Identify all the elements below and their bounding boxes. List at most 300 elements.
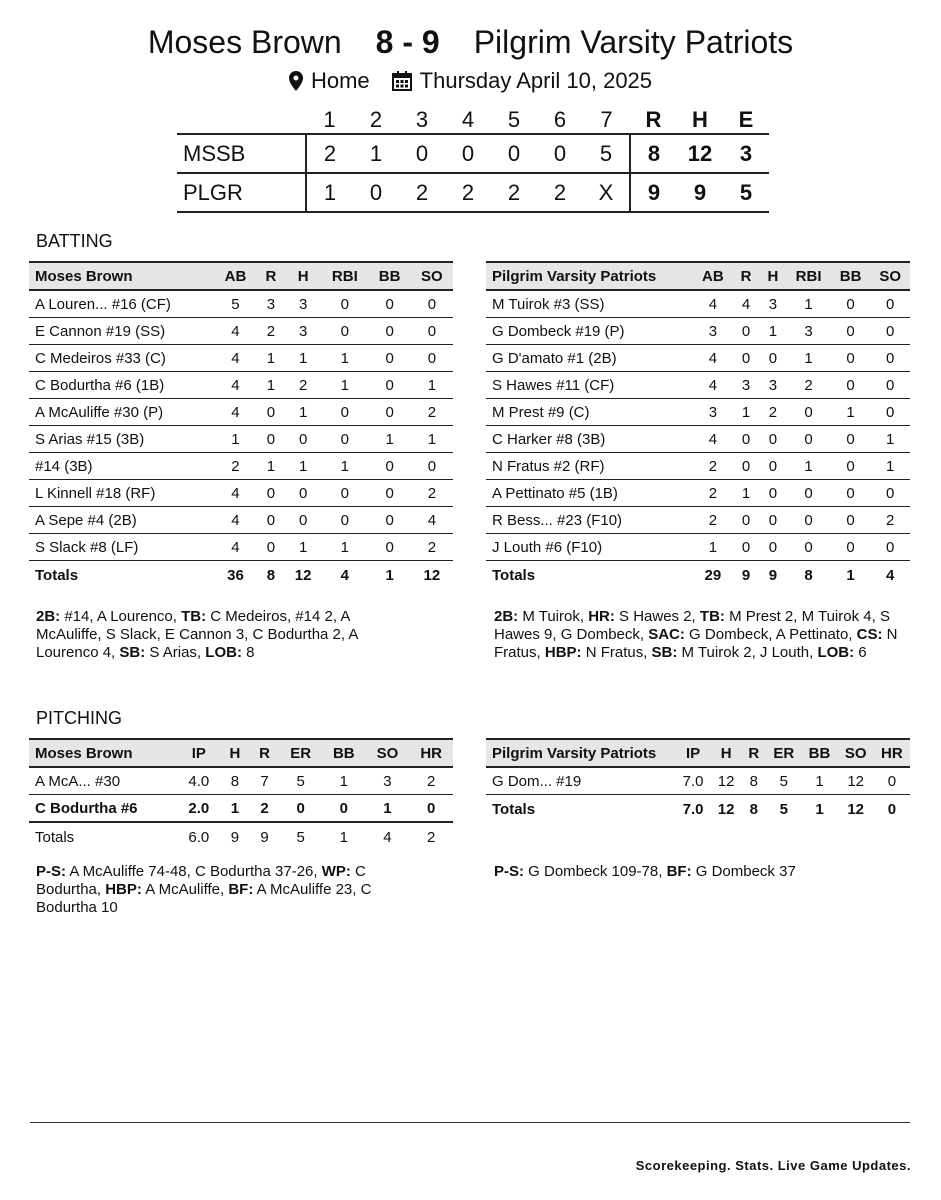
inning-score: 2 — [445, 173, 491, 212]
column-header: SO — [838, 739, 874, 767]
player-name: S Arias #15 (3B) — [29, 426, 214, 453]
totals-cell: 0 — [887, 800, 897, 818]
totals-cell: 4 — [340, 566, 349, 584]
stat-cell: 0 — [831, 372, 871, 399]
location-text: Home — [310, 68, 370, 93]
stat-cell: 1 — [257, 372, 286, 399]
note-key: SB: — [651, 644, 678, 661]
stat-cell: 3 — [285, 318, 321, 345]
note-key: LOB: — [817, 644, 855, 661]
player-row — [486, 507, 910, 534]
totals-cell: 1 — [815, 800, 824, 818]
batting-table-home — [486, 261, 910, 589]
stat-cell: 0 — [733, 534, 760, 561]
stat-cell: 12 — [838, 767, 874, 795]
column-header: RBI — [321, 262, 368, 290]
stat-cell: 1 — [321, 345, 368, 372]
stat-cell: 4 — [214, 480, 256, 507]
column-header: SO — [366, 739, 410, 767]
stat-cell: 1 — [786, 345, 830, 372]
note-value: A McAuliffe, — [141, 881, 229, 898]
totals-label: Totals — [35, 566, 79, 584]
stat-cell: 0 — [760, 480, 787, 507]
totals-cell: 9 — [768, 566, 778, 584]
totals-cell: 6.0 — [188, 828, 210, 846]
totals-cell: 12 — [717, 800, 735, 818]
column-header: R — [742, 739, 767, 767]
player-row — [29, 795, 453, 823]
player-name: #14 (3B) — [29, 453, 214, 480]
column-header: SO — [870, 262, 910, 290]
player-row — [486, 318, 910, 345]
stat-cell: 0 — [870, 290, 910, 318]
stat-cell: 1 — [321, 534, 368, 561]
note-key: P-S: — [494, 863, 524, 880]
column-header: H — [711, 739, 742, 767]
note-value: G Dombeck, A Pettinato, — [684, 626, 857, 643]
stat-cell: 0 — [870, 534, 910, 561]
inning-score: 1 — [353, 134, 399, 173]
note-value: 8 — [241, 644, 255, 661]
stat-cell: 0 — [870, 372, 910, 399]
stat-cell: 2 — [411, 399, 453, 426]
player-name: C Bodurtha #6 (1B) — [29, 372, 214, 399]
player-name: A McA... #30 — [29, 767, 178, 795]
inning-score: 0 — [399, 134, 445, 173]
note-key: BF: — [228, 881, 254, 898]
column-header: BB — [831, 262, 871, 290]
runs-header: R — [645, 106, 662, 132]
player-row — [486, 480, 910, 507]
inning-score: 0 — [445, 134, 491, 173]
player-name: E Cannon #19 (SS) — [29, 318, 214, 345]
stat-cell: 1 — [369, 426, 411, 453]
stat-cell: 5 — [214, 290, 256, 318]
note-value: N Fratus, — [581, 644, 652, 661]
column-header: SO — [411, 262, 453, 290]
pitching-notes-away — [36, 863, 426, 917]
totals-label: Totals — [492, 800, 536, 818]
note-key: SB: — [119, 644, 146, 661]
hits-total: 9 — [677, 173, 723, 212]
stat-cell: 2 — [693, 453, 733, 480]
stat-cell: 0 — [870, 480, 910, 507]
player-row — [29, 534, 453, 561]
note-key: HR: — [588, 608, 615, 625]
inning-score: 1 — [306, 173, 353, 212]
column-header: BB — [801, 739, 837, 767]
player-name: M Tuirok #3 (SS) — [486, 290, 693, 318]
stat-cell: 0 — [831, 345, 871, 372]
note-value: S Arias, — [145, 644, 206, 661]
stat-cell: 1 — [870, 453, 910, 480]
stat-cell: 3 — [733, 372, 760, 399]
team-name-header: Pilgrim Varsity Patriots — [486, 739, 675, 767]
stat-cell: 1 — [322, 767, 366, 795]
stat-cell: 2 — [786, 372, 830, 399]
note-value: M Prest 2, M Tuirok 4, S Hawes 9, G Dombeck, — [494, 608, 890, 643]
stat-cell: 1 — [831, 399, 871, 426]
pitching-notes-home — [494, 863, 909, 881]
note-key: CS: — [856, 626, 883, 643]
runs-total: 8 — [630, 134, 677, 173]
stat-cell: 0 — [369, 453, 411, 480]
stat-cell: 0 — [870, 318, 910, 345]
inning-header: 4 — [461, 106, 475, 132]
player-row — [486, 453, 910, 480]
column-header: HR — [874, 739, 910, 767]
totals-cell: 8 — [804, 566, 813, 584]
player-row — [29, 453, 453, 480]
game-meta — [0, 68, 941, 94]
column-header: IP — [178, 739, 221, 767]
stat-cell: 0 — [321, 399, 368, 426]
inning-header: 6 — [553, 106, 567, 132]
player-name: S Slack #8 (LF) — [29, 534, 214, 561]
column-header: HR — [409, 739, 453, 767]
player-row — [486, 426, 910, 453]
player-row — [29, 399, 453, 426]
stat-cell: 2 — [214, 453, 256, 480]
stat-cell: 0 — [831, 290, 871, 318]
team-abbr: MSSB — [177, 134, 306, 173]
stat-cell: 3 — [760, 372, 787, 399]
note-key: P-S: — [36, 863, 66, 880]
stat-cell: 0 — [831, 453, 871, 480]
totals-cell: 4 — [383, 828, 392, 846]
column-header: H — [220, 739, 250, 767]
stat-cell: 0 — [369, 372, 411, 399]
player-row — [486, 534, 910, 561]
title-row — [0, 22, 941, 62]
note-value: M Tuirok 2, J Louth, — [677, 644, 818, 661]
player-row — [486, 372, 910, 399]
stat-cell: 0 — [411, 453, 453, 480]
column-header: R — [250, 739, 280, 767]
header-row — [486, 739, 910, 767]
totals-row — [29, 561, 453, 590]
totals-cell: 4 — [886, 566, 895, 584]
linescore-table — [177, 106, 769, 213]
player-row — [486, 290, 910, 318]
player-row — [486, 399, 910, 426]
stat-cell: 0 — [733, 345, 760, 372]
stat-cell: 0 — [733, 426, 760, 453]
inning-score: 0 — [353, 173, 399, 212]
location — [289, 68, 370, 94]
batting-heading: BATTING — [36, 231, 113, 251]
stat-cell: 0 — [369, 534, 411, 561]
player-name: G Dom... #19 — [486, 767, 675, 795]
totals-cell: 1 — [385, 566, 394, 584]
player-name: J Louth #6 (F10) — [486, 534, 693, 561]
totals-cell: 9 — [260, 828, 269, 846]
totals-row — [486, 561, 910, 590]
batting-table-away — [29, 261, 453, 589]
stat-cell: 1 — [411, 372, 453, 399]
stat-cell: 0 — [411, 290, 453, 318]
hits-total: 12 — [677, 134, 723, 173]
note-key: HBP: — [105, 881, 142, 898]
stat-cell: 0 — [369, 318, 411, 345]
inning-score: 0 — [491, 134, 537, 173]
stat-cell: 7.0 — [675, 767, 710, 795]
note-value: G Dombeck 109-78, — [524, 863, 667, 880]
pitching-table-away — [29, 738, 453, 851]
player-row — [29, 345, 453, 372]
stat-cell: 2 — [409, 767, 453, 795]
stat-cell: 4 — [733, 290, 760, 318]
stat-cell: 0 — [257, 399, 286, 426]
stat-cell: 5 — [279, 767, 322, 795]
player-name: N Fratus #2 (RF) — [486, 453, 693, 480]
stat-cell: 1 — [870, 426, 910, 453]
inning-score: 2 — [491, 173, 537, 212]
totals-cell: 8 — [749, 800, 758, 818]
inning-score: 0 — [537, 134, 583, 173]
note-value: #14, A Lourenco, — [60, 608, 182, 625]
column-header: BB — [322, 739, 366, 767]
inning-header: 5 — [507, 106, 521, 132]
totals-cell: 9 — [741, 566, 751, 584]
stat-cell: 0 — [257, 534, 286, 561]
stat-cell: 8 — [742, 767, 767, 795]
runs-total: 9 — [630, 173, 677, 212]
inning-score: 5 — [583, 134, 630, 173]
note-key: SAC: — [648, 626, 685, 643]
footer-tagline: Scorekeeping. Stats. Live Game Updates. — [635, 1158, 911, 1173]
stat-cell: 0 — [870, 345, 910, 372]
game-header — [0, 22, 941, 94]
stat-cell: 0 — [369, 399, 411, 426]
stat-cell: 0 — [322, 795, 366, 823]
stat-cell: 0 — [831, 426, 871, 453]
stat-cell: 3 — [693, 318, 733, 345]
stat-cell: 0 — [285, 426, 321, 453]
stat-cell: 0 — [321, 290, 368, 318]
stat-cell: 0 — [369, 345, 411, 372]
stat-cell: 0 — [411, 318, 453, 345]
stat-cell: 2 — [257, 318, 286, 345]
stat-cell: 0 — [831, 480, 871, 507]
player-row — [29, 372, 453, 399]
note-value: C Medeiros, #14 2, A McAuliffe, S Slack, E Cannon 3, C Bodurtha 2, A Lourenco 4, — [36, 608, 358, 661]
column-header: ER — [279, 739, 322, 767]
column-header: ER — [766, 739, 801, 767]
player-name: R Bess... #23 (F10) — [486, 507, 693, 534]
column-header: H — [285, 262, 321, 290]
stat-cell: 0 — [786, 507, 830, 534]
totals-cell: 36 — [227, 566, 244, 584]
stat-cell: 1 — [760, 318, 787, 345]
column-header: AB — [693, 262, 733, 290]
stat-cell: 3 — [760, 290, 787, 318]
stat-cell: 0 — [285, 480, 321, 507]
inning-header: 3 — [415, 106, 429, 132]
batting-notes-away — [36, 608, 416, 662]
stat-cell: 0 — [257, 480, 286, 507]
player-name: A Louren... #16 (CF) — [29, 290, 214, 318]
player-row — [29, 767, 453, 795]
totals-cell: 12 — [423, 566, 441, 584]
stat-cell: 0 — [760, 534, 787, 561]
stat-cell: 2 — [411, 480, 453, 507]
map-pin-icon — [289, 71, 303, 91]
stat-cell: 1 — [285, 345, 321, 372]
stat-cell: 1 — [257, 453, 286, 480]
stat-cell: 4 — [214, 372, 256, 399]
stat-cell: 0 — [369, 507, 411, 534]
totals-cell: 8 — [266, 566, 276, 584]
player-name: A McAuliffe #30 (P) — [29, 399, 214, 426]
inning-score: 2 — [399, 173, 445, 212]
stat-cell: 0 — [369, 480, 411, 507]
stat-cell: 3 — [786, 318, 830, 345]
totals-label: Totals — [492, 566, 536, 584]
stat-cell: 0 — [786, 534, 830, 561]
totals-cell: 5 — [779, 800, 788, 818]
stat-cell: 0 — [786, 426, 830, 453]
note-key: 2B: — [494, 608, 519, 625]
note-key: TB: — [699, 608, 725, 625]
player-name: M Prest #9 (C) — [486, 399, 693, 426]
note-key: HBP: — [544, 644, 582, 661]
totals-cell: 9 — [230, 828, 240, 846]
stat-cell: 2 — [693, 480, 733, 507]
player-name: C Bodurtha #6 — [29, 795, 178, 823]
stat-cell: 1 — [321, 453, 368, 480]
errors-total: 3 — [723, 134, 769, 173]
stat-cell: 4 — [214, 399, 256, 426]
stat-cell: 1 — [801, 767, 837, 795]
inning-header: 7 — [600, 106, 613, 132]
stat-cell: 3 — [366, 767, 410, 795]
stat-cell: 1 — [285, 399, 321, 426]
stat-cell: 1 — [786, 290, 830, 318]
totals-label: Totals — [35, 828, 75, 846]
stat-cell: 4 — [214, 345, 256, 372]
date-text: Thursday April 10, 2025 — [419, 68, 653, 93]
stat-cell: 4 — [214, 318, 256, 345]
player-name: L Kinnell #18 (RF) — [29, 480, 214, 507]
note-value: A McAuliffe 23, C Bodurtha 10 — [36, 881, 372, 916]
stat-cell: 12 — [711, 767, 742, 795]
stat-cell: 1 — [220, 795, 250, 823]
player-row — [29, 318, 453, 345]
away-team-name: Moses Brown — [147, 24, 342, 60]
stat-cell: 0 — [411, 345, 453, 372]
column-header: IP — [675, 739, 710, 767]
stat-cell: 0 — [874, 767, 910, 795]
note-key: BF: — [666, 863, 692, 880]
note-value: G Dombeck 37 — [691, 863, 796, 880]
player-name: S Hawes #11 (CF) — [486, 372, 693, 399]
footer-divider — [30, 1122, 910, 1123]
stat-cell: 2.0 — [178, 795, 221, 823]
stat-cell: 2 — [760, 399, 787, 426]
team-name-header: Pilgrim Varsity Patriots — [486, 262, 693, 290]
player-row — [29, 290, 453, 318]
stat-cell: 0 — [733, 453, 760, 480]
final-score: 8 - 9 — [375, 24, 440, 60]
stat-cell: 1 — [693, 534, 733, 561]
inning-score: 2 — [306, 134, 353, 173]
inning-header: 2 — [369, 106, 383, 132]
calendar-icon — [392, 71, 412, 91]
home-team-name: Pilgrim Varsity Patriots — [473, 24, 794, 60]
pitching-heading: PITCHING — [36, 708, 123, 728]
stat-cell: 4 — [693, 345, 733, 372]
note-key: 2B: — [36, 608, 61, 625]
stat-cell: 0 — [285, 507, 321, 534]
inning-score: 2 — [537, 173, 583, 212]
totals-cell: 29 — [704, 566, 722, 584]
stat-cell: 3 — [693, 399, 733, 426]
note-key: LOB: — [205, 644, 242, 661]
note-value: C Bodurtha, — [36, 863, 366, 898]
stat-cell: 0 — [760, 507, 787, 534]
stat-cell: 4 — [214, 534, 256, 561]
note-value: N Fratus, — [494, 626, 898, 661]
totals-cell: 7.0 — [682, 800, 704, 818]
header-row — [486, 262, 910, 290]
column-header: AB — [214, 262, 256, 290]
note-key: WP: — [321, 863, 351, 880]
column-header: H — [760, 262, 787, 290]
totals-row — [486, 795, 910, 824]
stat-cell: 0 — [321, 507, 368, 534]
column-header: R — [257, 262, 286, 290]
stat-cell: 0 — [786, 399, 830, 426]
inning-header: 1 — [323, 106, 336, 132]
stat-cell: 5 — [766, 767, 801, 795]
stat-cell: 1 — [786, 453, 830, 480]
stat-cell: 0 — [321, 480, 368, 507]
stat-cell: 0 — [786, 480, 830, 507]
stat-cell: 0 — [257, 507, 286, 534]
totals-cell: 1 — [846, 566, 855, 584]
player-name: A Sepe #4 (2B) — [29, 507, 214, 534]
player-name: C Harker #8 (3B) — [486, 426, 693, 453]
stat-cell: 0 — [831, 534, 871, 561]
stat-cell: 2 — [285, 372, 321, 399]
stat-cell: 1 — [285, 453, 321, 480]
player-row — [486, 767, 910, 795]
totals-cell: 1 — [339, 828, 348, 846]
stat-cell: 0 — [409, 795, 453, 823]
pitching-table-home — [486, 738, 910, 823]
stat-cell: 2 — [250, 795, 280, 823]
errors-total: 5 — [723, 173, 769, 212]
batting-notes-home — [494, 608, 909, 662]
stat-cell: 1 — [214, 426, 256, 453]
player-name: G D'amato #1 (2B) — [486, 345, 693, 372]
stat-cell: 0 — [760, 345, 787, 372]
stat-cell: 1 — [733, 480, 760, 507]
stat-cell: 8 — [220, 767, 250, 795]
note-value: 6 — [854, 644, 867, 661]
stat-cell: 0 — [760, 426, 787, 453]
totals-cell: 2 — [426, 828, 436, 846]
stat-cell: 4 — [693, 372, 733, 399]
errors-header: E — [738, 106, 754, 132]
stat-cell: 1 — [257, 345, 286, 372]
team-abbr: PLGR — [177, 173, 306, 212]
column-header: RBI — [786, 262, 830, 290]
totals-cell: 12 — [294, 566, 312, 584]
player-name: C Medeiros #33 (C) — [29, 345, 214, 372]
stat-cell: 4 — [411, 507, 453, 534]
